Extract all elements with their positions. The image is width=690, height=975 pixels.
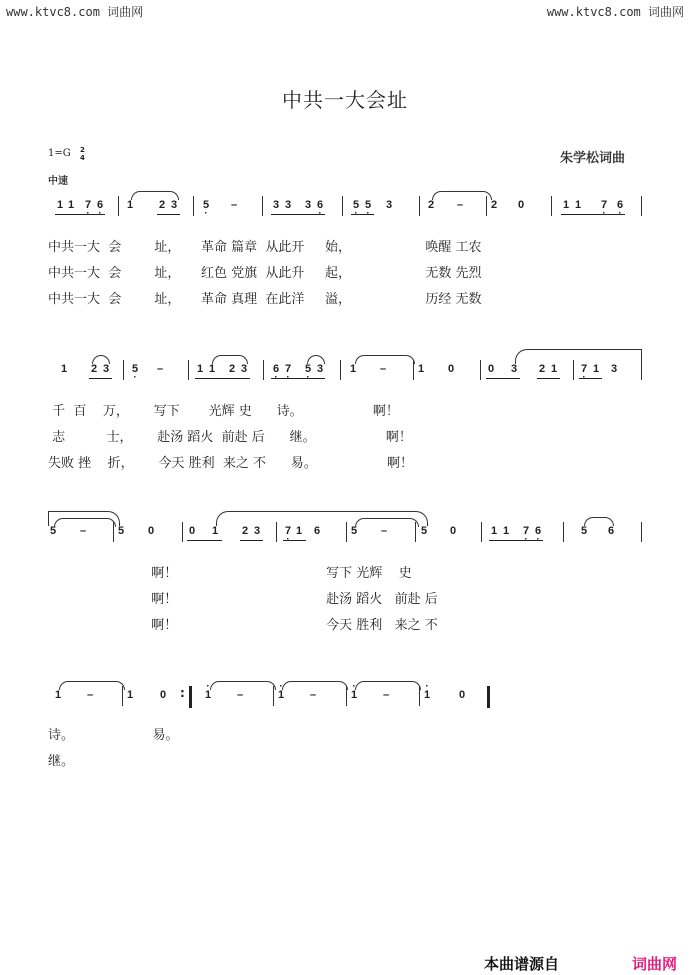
lyrics-line-2-verse-2: 志 士， 赴汤 蹈火 前赴 后 继。 啊！ bbox=[48, 430, 412, 445]
source-site-link[interactable]: 词曲网 bbox=[632, 955, 678, 973]
time-bottom: 4 bbox=[80, 154, 85, 162]
lyrics-line-1-verse-1: 中共一大 会 址， 革命 篇章 从此开 始， 唤醒 工农 bbox=[48, 240, 482, 255]
lyrics-line-1-verse-2: 中共一大 会 址， 红色 党旗 从此升 起， 无数 先烈 bbox=[48, 266, 482, 281]
lyrics-line-2-verse-3: 失败 挫 折， 今天 胜利 来之 不 易。 啊！ bbox=[48, 456, 414, 471]
lyrics-line-3-verse-2: 啊！ 赴汤 蹈火 前赴 后 bbox=[48, 592, 438, 607]
repeat-end-sign: : bbox=[180, 686, 185, 700]
lyrics-line-1-verse-3: 中共一大 会 址， 革命 真理 在此洋 溢， 历经 无数 bbox=[48, 292, 482, 307]
lyrics-line-3-verse-1: 啊！ 写下 光辉 史 bbox=[48, 566, 412, 581]
watermark-left: www.ktvc8.com 词曲网 bbox=[6, 5, 144, 19]
notation-line-1: 1 1 7 · 6 · 1 2 3 5 · – 3 3 3 6 · 5 · 5 · 3 2 – 2 0 1 1 7 · 6 · bbox=[0, 199, 690, 229]
time-top: 2 bbox=[80, 146, 85, 154]
notation-line-4: 1 – 1 0 : · 1 – · 1 – · 1 – · 1 0 bbox=[0, 689, 690, 719]
lyrics-line-4-verse-1: 诗。 易。 bbox=[48, 728, 179, 743]
final-barline bbox=[487, 686, 490, 708]
tempo-marking: 中速 bbox=[48, 176, 68, 187]
notation-line-3: 5 – 5 0 0 1 2 3 7 · 1 6 5 – 5 0 1 1 7 · 6 · 5 6 bbox=[0, 525, 690, 555]
key-signature: 1=G bbox=[48, 148, 71, 159]
time-signature bbox=[80, 146, 85, 162]
notation-line-2: 1 2 3 5 · – 1 1 2 3 6 · 7 · 5 · 3 1 – 1 0 0 3 2 1 7 · 1 3 bbox=[0, 363, 690, 393]
repeat-barline bbox=[189, 686, 192, 708]
lyrics-line-2-verse-1: 千 百 万， 写下 光辉 史 诗。 啊！ bbox=[48, 404, 399, 419]
source-label: 本曲谱源自 bbox=[484, 955, 560, 973]
lyrics-line-4-verse-2: 继。 bbox=[48, 754, 75, 769]
watermark-right: www.ktvc8.com 词曲网 bbox=[546, 5, 684, 19]
song-title: 中共一大会址 bbox=[282, 88, 408, 112]
lyrics-line-3-verse-3: 啊！ 今天 胜利 来之 不 bbox=[48, 618, 438, 633]
composer-credit: 朱学松词曲 bbox=[560, 151, 626, 166]
